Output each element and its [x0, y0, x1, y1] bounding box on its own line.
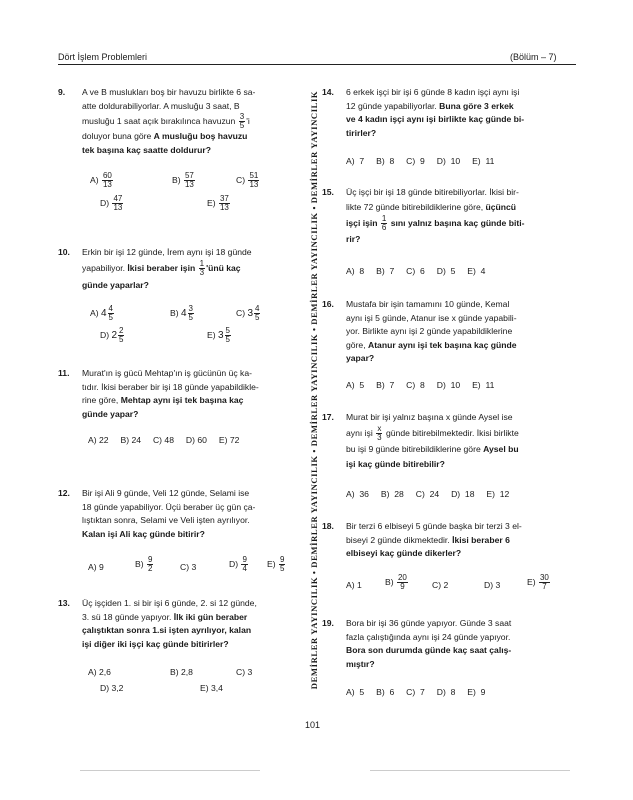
page-number: 101 — [305, 720, 321, 730]
option-a: A) $\frac{60}{13}$ — [90, 171, 112, 189]
option-e: E) $\frac{37}{13}$ — [207, 194, 229, 212]
option-c: C) 3 — [236, 667, 253, 677]
question-9: 9. A ve B muslukları boş bir havuzu birlikte 6 sa- atte doldurabiliyorlar. A musluğu 3 saat, B musluğu 1 saat açık bırakılınca havuzun $\frac{3}{5}$ 'i doluyor buna göre A musluğu boş havuzu tek başına kaç saatte doldurur? — [58, 87, 256, 155]
options: A) 36 B) 28 C) 24 D) 18 E) 12 — [346, 489, 510, 499]
option-e: E) 3,4 — [200, 683, 223, 693]
scan-artifact — [80, 770, 260, 771]
option-b: B) 2,8 — [170, 667, 193, 677]
option-d: D) $\frac{9}{4}$ — [229, 555, 247, 573]
options: A) 7 B) 8 C) 9 D) 10 E) 11 — [346, 156, 495, 166]
option-a: A) 4 $\frac{4}{5}$ — [90, 304, 113, 322]
option-e: E) 3 $\frac{5}{5}$ — [207, 326, 230, 344]
question-12: 12. Bir işi Ali 9 günde, Veli 12 günde, Selami ise 18 günde yapabiliyor. Üçü beraber üç gün ça- lıştıktan sonra, Selami ve Veli işten ayrılıyor. Kalan işi Ali kaç günde bitirir? — [58, 488, 256, 539]
option-d: D) $\frac{47}{13}$ — [100, 194, 123, 212]
option-e: E) $\frac{9}{5}$ — [267, 555, 285, 573]
option-b: B) $\frac{57}{13}$ — [172, 171, 194, 189]
question-17: 17. Murat bir işi yalnız başına x günde Aysel ise aynı işi $\frac{x}{3}$ günde bitirebilmektedir. İkisi birlikte bu işi 9 günde bitirebildiklerine göre Aysel bu işi kaç günde bitirebilir? — [322, 412, 519, 469]
question-16: 16. Mustafa bir işin tamamını 10 günde, Kemal aynı işi 5 günde, Atanur ise x günde yapabili- yor. Birlikte aynı işi 2 günde yapabildiklerine göre, Atanur aynı işi tek başına kaç günde yapar? — [322, 299, 517, 363]
question-14: 14. 6 erkek işçi bir işi 6 günde 8 kadın işçi aynı işi 12 günde yapabiliyorlar. Buna göre 3 erkek ve 4 kadın işçi aynı işi birlikte kaç günde bi- tirirler? — [322, 87, 525, 138]
question-13: 13. Üç işçiden 1. si bir işi 6 günde, 2. si 12 günde, 3. sü 18 günde yapıyor. İlk iki gün beraber çalıştıktan sonra 1.si işten ayrılıyor, kalan işi diğer iki işçi kaç günde bitirirler? — [58, 598, 257, 649]
options: A) 22 B) 24 C) 48 D) 60 E) 72 — [88, 435, 240, 445]
option-b: B) 4 $\frac{3}{5}$ — [170, 304, 193, 322]
option-b: B) $\frac{9}{2}$ — [135, 555, 153, 573]
header-section: (Bölüm – 7) — [510, 52, 557, 62]
option-c: C) $\frac{51}{13}$ — [236, 171, 259, 189]
option-a: A) 1 — [346, 580, 362, 590]
options: A) 5 B) 6 C) 7 D) 8 E) 9 — [346, 687, 486, 697]
option-c: C) 3 — [180, 562, 197, 572]
option-a: A) 9 — [88, 562, 104, 572]
fraction: $\frac{3}{5}$ — [239, 112, 245, 130]
publisher-watermark: DEMİRLER YAYINCILIK • DEMİRLER YAYINCILIK • DEMİRLER YAYINCILIK • DEMİRLER YAYINCILIK • DEMİRLER YAYINCILIK — [309, 90, 319, 690]
scan-artifact — [370, 770, 570, 771]
question-15: 15. Üç işçi bir işi 18 günde bitirebiliyorlar. İkisi bir- likte 72 günde bitirebildiklerine göre, üçüncü işçi işin $\frac{1}{6}$ sını yalnız başına kaç günde biti- rir? — [322, 187, 525, 244]
option-e: E) $\frac{30}{7}$ — [527, 573, 549, 591]
option-c: C) 3 $\frac{4}{5}$ — [236, 304, 260, 322]
question-19: 19. Bora bir işi 36 günde yapıyor. Günde 3 saat fazla çalıştığında aynı işi 24 günde yapıyor. Bora son durumda günde kaç saat çalış- mıştır? — [322, 618, 512, 669]
option-d: D) 3,2 — [100, 683, 124, 693]
option-c: C) 2 — [432, 580, 449, 590]
option-d: D) 3 — [484, 580, 501, 590]
option-a: A) 2,6 — [88, 667, 111, 677]
question-10: 10. Erkin bir işi 12 günde, İrem aynı işi 18 günde yapabiliyor. İkisi beraber işin $\frac{1}{3}$ 'ünü kaç günde yaparlar? — [58, 247, 252, 291]
options: A) 5 B) 7 C) 8 D) 10 E) 11 — [346, 380, 495, 390]
option-b: B) $\frac{20}{9}$ — [385, 573, 407, 591]
options: A) 8 B) 7 C) 6 D) 5 E) 4 — [346, 266, 486, 276]
header-rule — [58, 64, 576, 65]
question-11: 11. Murat'ın iş gücü Mehtap'ın iş gücünün üç ka- tıdır. İkisi beraber bir işi 18 günde yapabildikle- rine göre, Mehtap aynı işi tek başına kaç günde yapar? — [58, 368, 259, 419]
header-title: Dört İşlem Problemleri — [58, 52, 148, 62]
question-18: 18. Bir terzi 6 elbiseyi 5 günde başka bir terzi 3 el- biseyi 2 günde dikmektedir. İkisi beraber 6 elbiseyi kaç günde dikerler? — [322, 521, 522, 558]
option-d: D) 2 $\frac{2}{5}$ — [100, 326, 124, 344]
